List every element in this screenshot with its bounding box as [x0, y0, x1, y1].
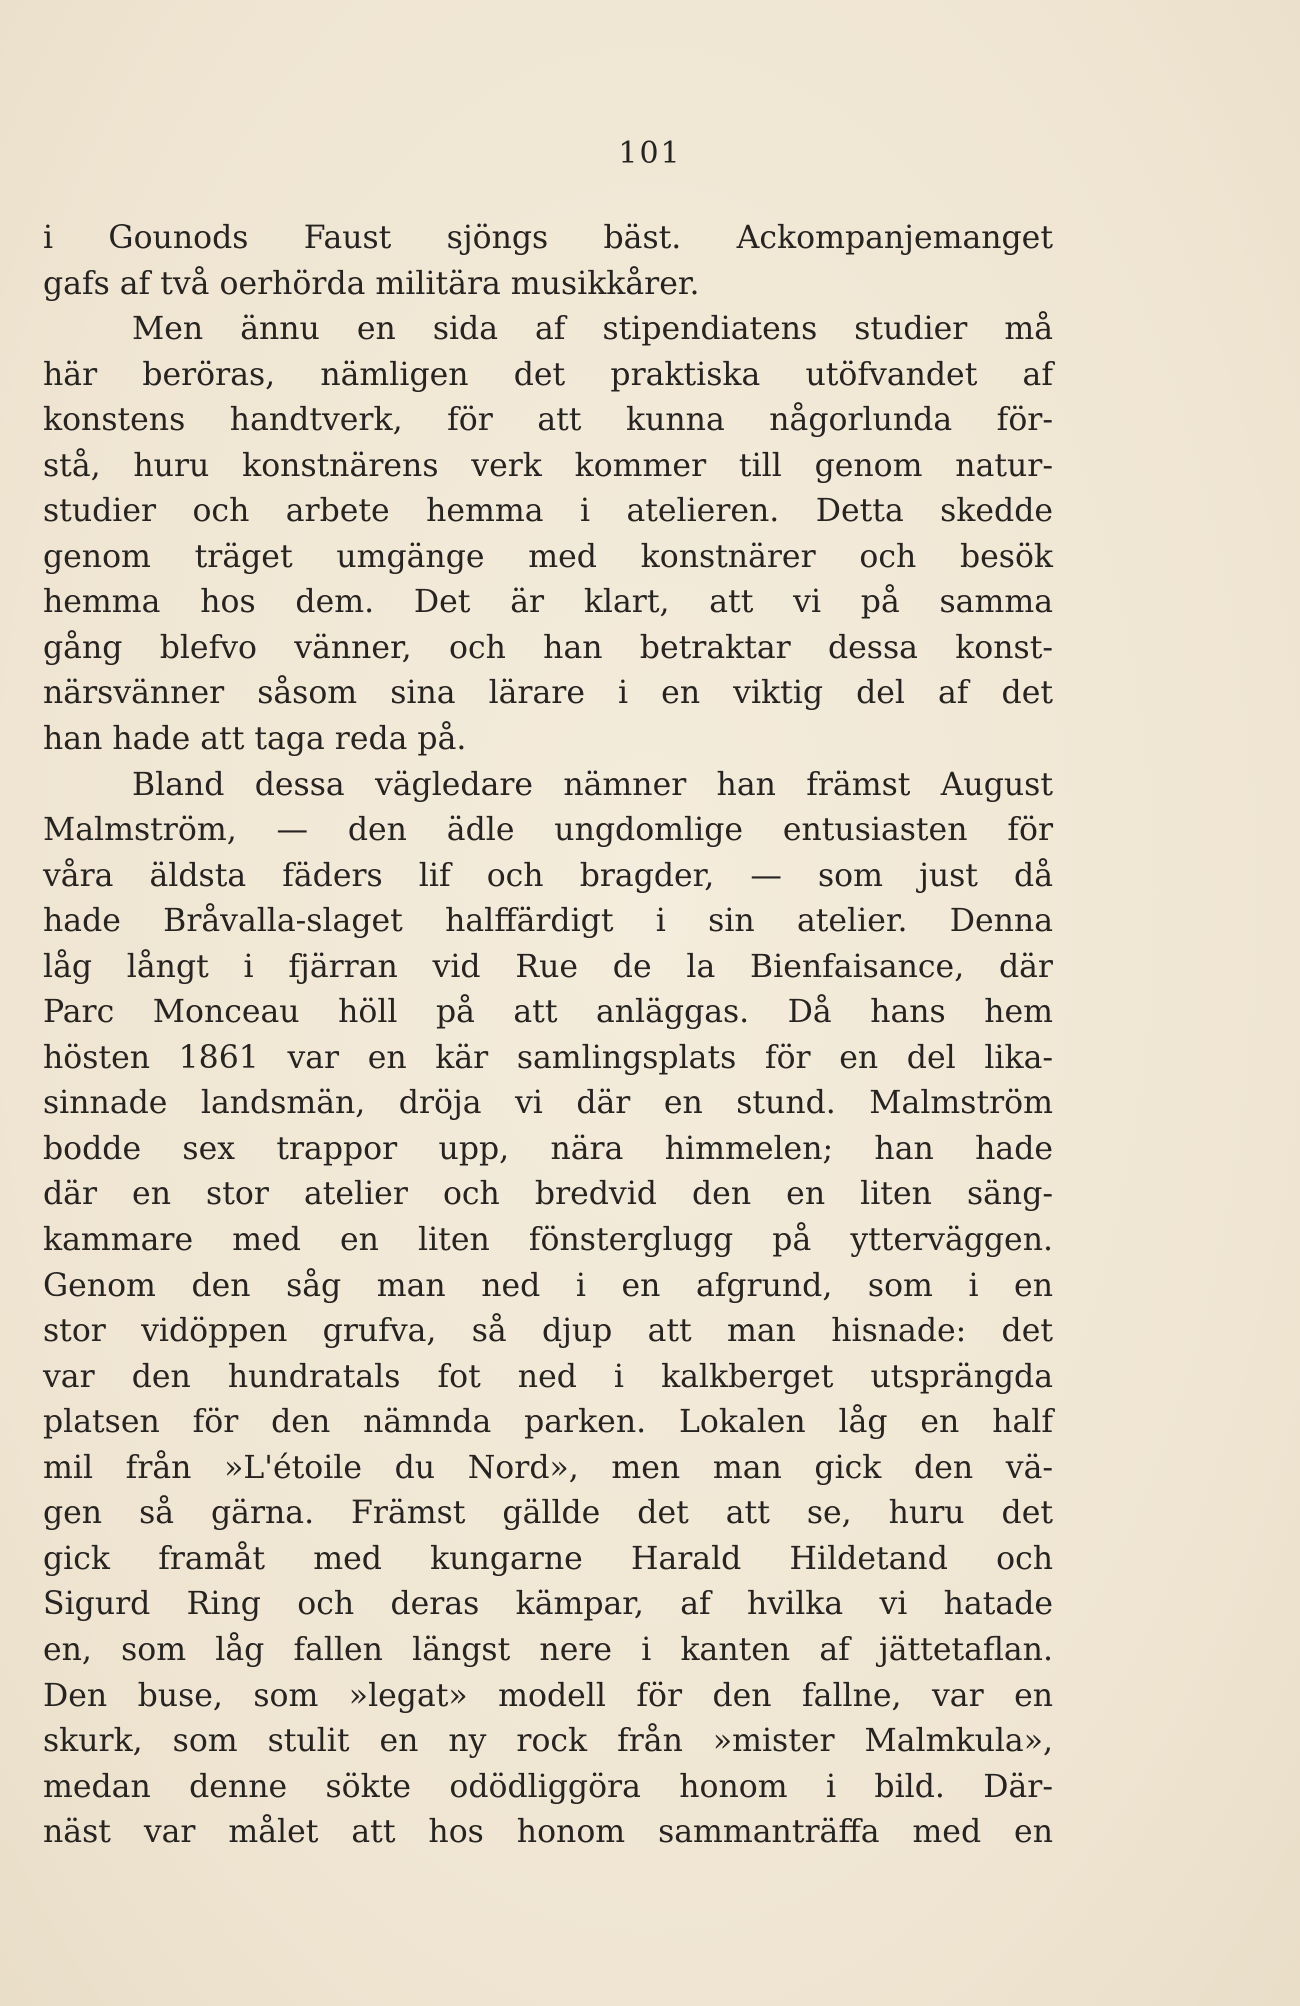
text-line: var den hundratals fot ned i kalkberget utsprängda	[43, 1358, 1053, 1395]
text-line: Parc Monceau höll på att anläggas. Då hans hem	[43, 994, 1053, 1031]
text-line: Den buse, som »legat» modell för den fallne, var en	[43, 1677, 1053, 1714]
text-line: hemma hos dem. Det är klart, att vi på samma	[43, 584, 1053, 621]
text-line: här beröras, nämligen det praktiska utöfvandet af	[43, 356, 1053, 393]
body-text	[43, 216, 1053, 1856]
text-line: platsen för den nämnda parken. Lokalen låg en half	[43, 1404, 1053, 1441]
text-line: konstens handtverk, för att kunna någorlunda för-	[43, 402, 1053, 439]
text-line: i Gounods Faust sjöngs bäst. Ackompanjemanget	[43, 220, 1053, 256]
text-line: Sigurd Ring och deras kämpar, af hvilka vi hatade	[43, 1586, 1053, 1623]
text-line: Malmström, — den ädle ungdomlige entusiasten för	[43, 812, 1053, 849]
text-line: våra äldsta fäders lif och bragder, — som just då	[43, 857, 1053, 894]
text-line: stå, huru konstnärens verk kommer till genom natur-	[43, 447, 1053, 484]
text-line: skurk, som stulit en ny rock från »mister Malmkula»,	[43, 1723, 1053, 1760]
text-line: sinnade landsmän, dröja vi där en stund. Malmström	[43, 1085, 1053, 1122]
text-line: mil från »L'étoile du Nord», men man gick den vä-	[43, 1449, 1053, 1486]
text-line: låg långt i fjärran vid Rue de la Bienfaisance, där	[43, 948, 1053, 985]
text-line: gång blefvo vänner, och han betraktar dessa konst-	[43, 629, 1053, 666]
text-line: stor vidöppen grufva, så djup att man hisnade: det	[43, 1313, 1053, 1350]
text-line: kammare med en liten fönsterglugg på ytterväggen.	[43, 1222, 1053, 1259]
text-line: näst var målet att hos honom sammanträffa med en	[43, 1814, 1053, 1851]
text-line: gafs af två oerhörda militära musikkårer.	[43, 265, 700, 302]
text-line: Men ännu en sida af stipendiatens studier må	[132, 311, 1053, 348]
text-line: hösten 1861 var en kär samlingsplats för en del lika-	[43, 1039, 1053, 1076]
text-line: närsvänner såsom sina lärare i en viktig del af det	[43, 675, 1053, 712]
text-line: genom träget umgänge med konstnärer och besök	[43, 538, 1053, 575]
text-line: en, som låg fallen längst nere i kanten af jättetaflan.	[43, 1631, 1053, 1668]
text-line: han hade att taga reda på.	[43, 721, 467, 758]
text-line: hade Bråvalla-slaget halffärdigt i sin atelier. Denna	[43, 903, 1053, 940]
text-line: gen så gärna. Främst gällde det att se, huru det	[43, 1495, 1053, 1532]
text-line: medan denne sökte odödliggöra honom i bild. Där-	[43, 1768, 1053, 1805]
text-line: gick framåt med kungarne Harald Hildetand och	[43, 1540, 1053, 1577]
text-line: bodde sex trappor upp, nära himmelen; han hade	[43, 1130, 1053, 1167]
text-line: där en stor atelier och bredvid den en liten säng-	[43, 1176, 1053, 1213]
text-line: Genom den såg man ned i en afgrund, som i en	[43, 1267, 1053, 1304]
text-line: Bland dessa vägledare nämner han främst August	[132, 766, 1053, 803]
page-number: 101	[618, 136, 682, 171]
text-line: studier och arbete hemma i atelieren. Detta skedde	[43, 493, 1053, 530]
